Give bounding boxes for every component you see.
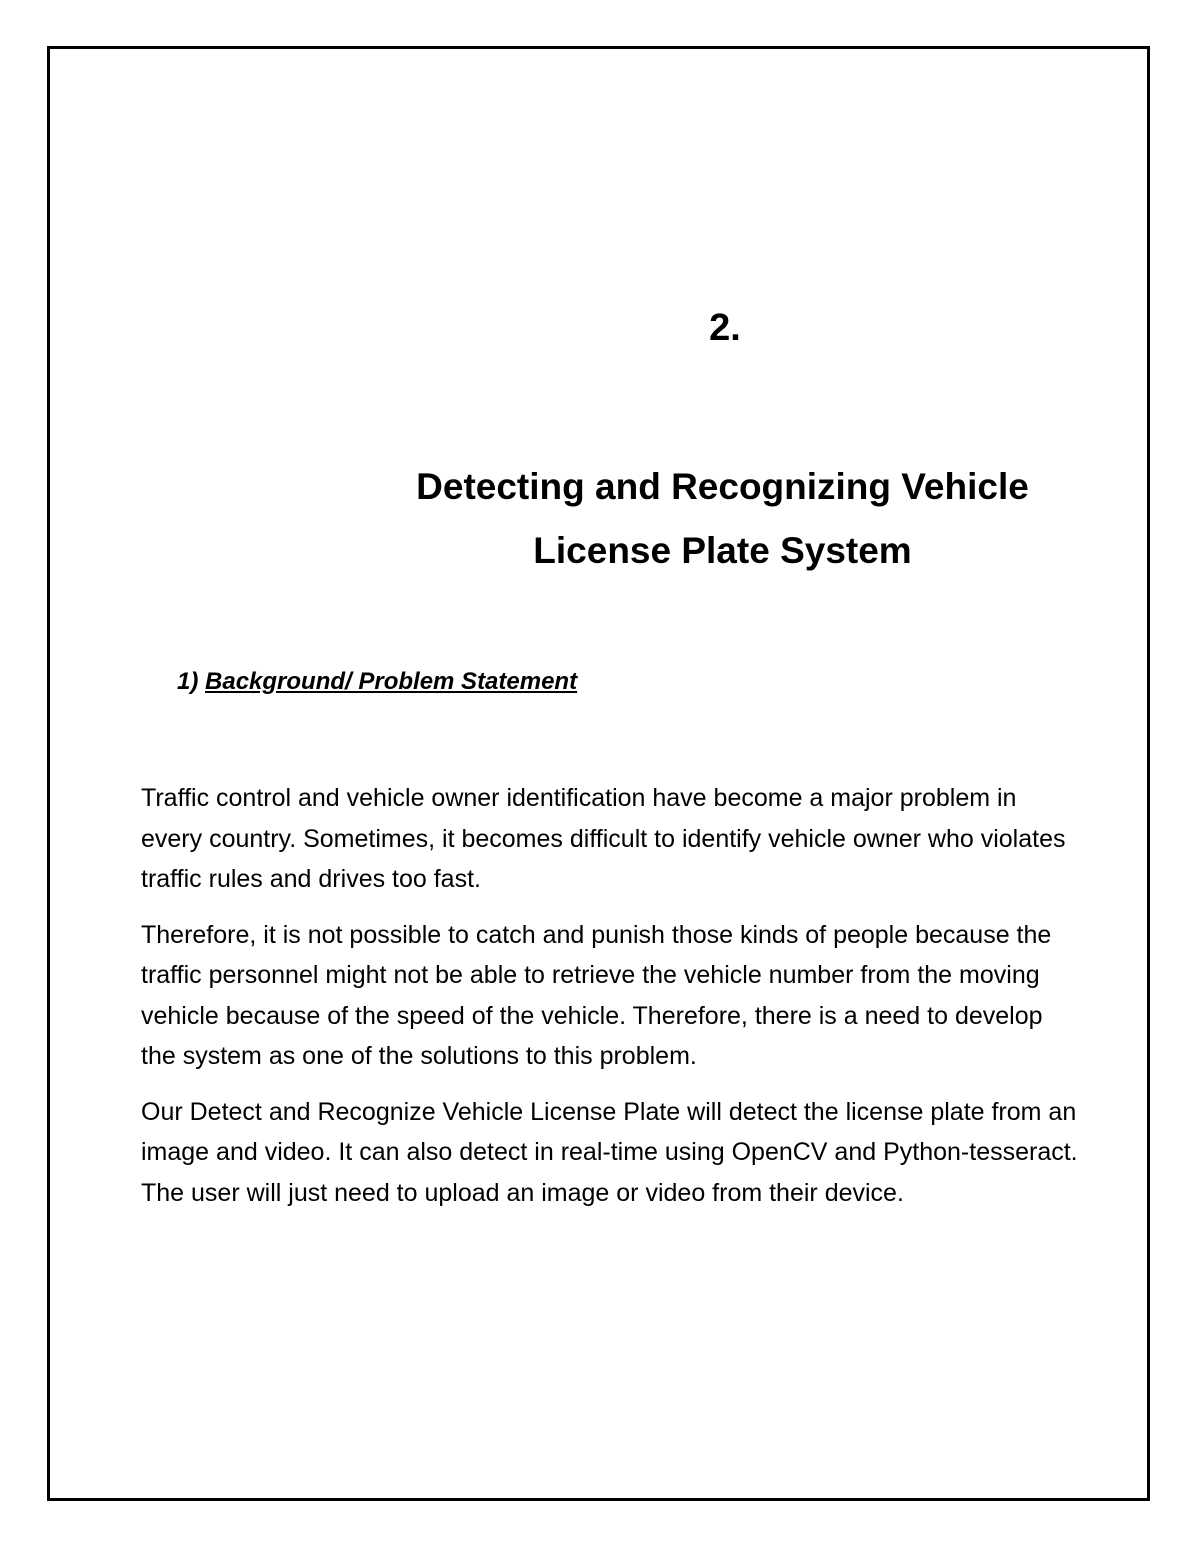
- chapter-title-line-2: License Plate System: [533, 530, 912, 571]
- body-text: [141, 778, 1081, 1228]
- paragraph-3: Our Detect and Recognize Vehicle License Plate will detect the license plate from an image and video. It can also detect in real-time using OpenCV and Python-tesseract. The user will just need to upload an image or video from their device.: [141, 1097, 1078, 1207]
- section-number: 1): [177, 668, 199, 695]
- section-heading: [177, 666, 577, 698]
- chapter-number: 2.: [709, 307, 741, 349]
- paragraph-2: Therefore, it is not possible to catch and punish those kinds of people because the traffic personnel might not be able to retrieve the vehicle number from the moving vehicle because of the speed of the vehicle. Therefore, there is a need to develop the system as one of the solutions to this problem.: [141, 920, 1052, 1070]
- paragraph-1: Traffic control and vehicle owner identification have become a major problem in every country. Sometimes, it becomes difficult to identify vehicle owner who violates traffic rules and drives too fast.: [141, 784, 1066, 893]
- section-heading-text: Background/ Problem Statement: [205, 668, 578, 695]
- page-border: [47, 46, 1150, 1501]
- chapter-title-line-1: Detecting and Recognizing Vehicle: [416, 466, 1029, 507]
- chapter-title: [340, 455, 1105, 583]
